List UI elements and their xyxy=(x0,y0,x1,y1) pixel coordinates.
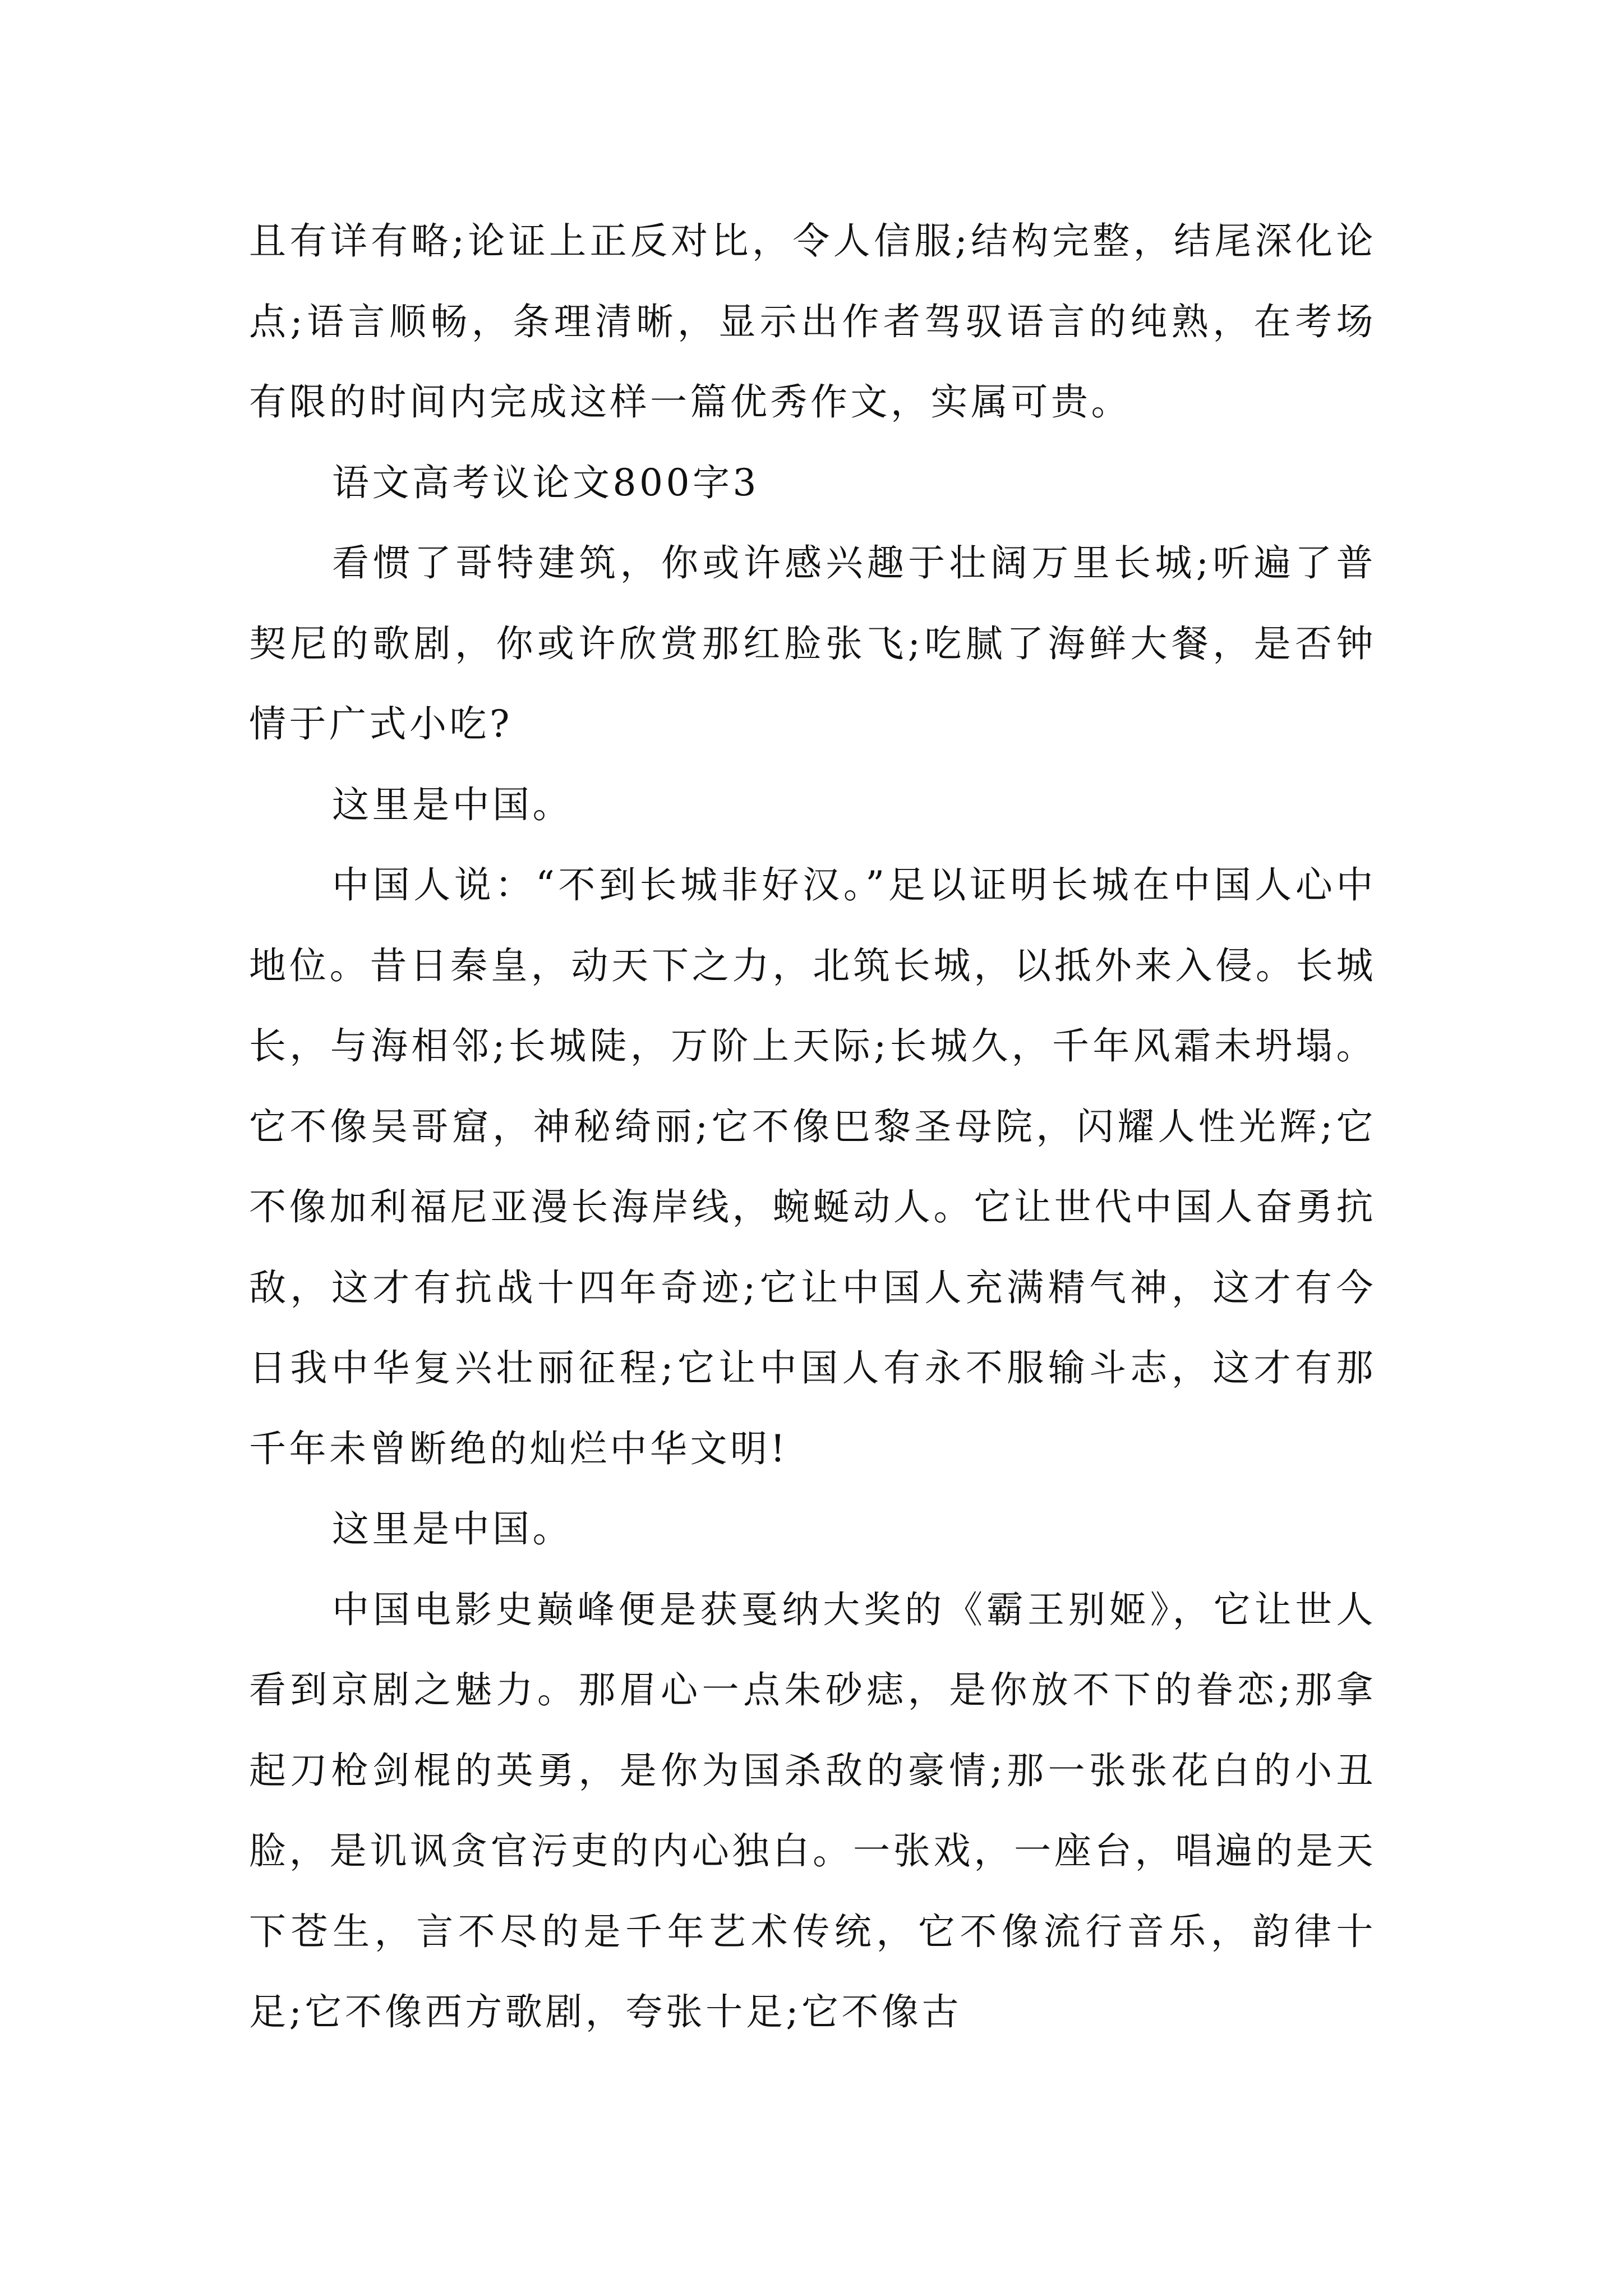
paragraph-refrain: 这里是中国。 xyxy=(332,1507,573,1550)
paragraph-opening: 看惯了哥特建筑，你或许感兴趣于壮阔万里长城;听遍了普契尼的歌剧，你或许欣赏那红脸张飞;吃腻了海鲜大餐，是否钟情于广式小吃? xyxy=(249,541,1376,746)
paragraph-peking-opera: 中国电影史巅峰便是获戛纳大奖的《霸王别姬》，它让世人看到京剧之魅力。那眉心一点朱砂痣，是你放不下的眷恋;那拿起刀枪剑棍的英勇，是你为国杀敌的豪情;那一张张花白的小丑脸，是讥讽贪官污吏的内心独白。一张戏，一座台，唱遍的是天下苍生，言不尽的是千年艺术传统，它不像流行音乐，韵律十足;它不像西方歌剧，夸张十足;它不像古 xyxy=(249,1588,1376,2033)
section-heading: 语文高考议论文800字3 xyxy=(332,461,759,504)
paragraph-continuation: 且有详有略;论证上正反对比，令人信服;结构完整，结尾深化论点;语言顺畅，条理清晰，显示出作者驾驭语言的纯熟，在考场有限的时间内完成这样一篇优秀作文，实属可贵。 xyxy=(249,219,1376,424)
paragraph-great-wall: 中国人说：“不到长城非好汉。”足以证明长城在中国人心中地位。昔日秦皇，动天下之力，北筑长城，以抵外来入侵。长城长，与海相邻;长城陡，万阶上天际;长城久，千年风霜未坍塌。它不像吴哥窟，神秘绮丽;它不像巴黎圣母院，闪耀人性光辉;它不像加利福尼亚漫长海岸线，蜿蜒动人。它让世代中国人奋勇抗敌，这才有抗战十四年奇迹;它让中国人充满精气神，这才有今日我中华复兴壮丽征程;它让中国人有永不服输斗志，这才有那千年未曾断绝的灿烂中华文明! xyxy=(249,863,1376,1470)
document-body xyxy=(249,201,1376,2053)
paragraph-refrain: 这里是中国。 xyxy=(332,783,573,826)
